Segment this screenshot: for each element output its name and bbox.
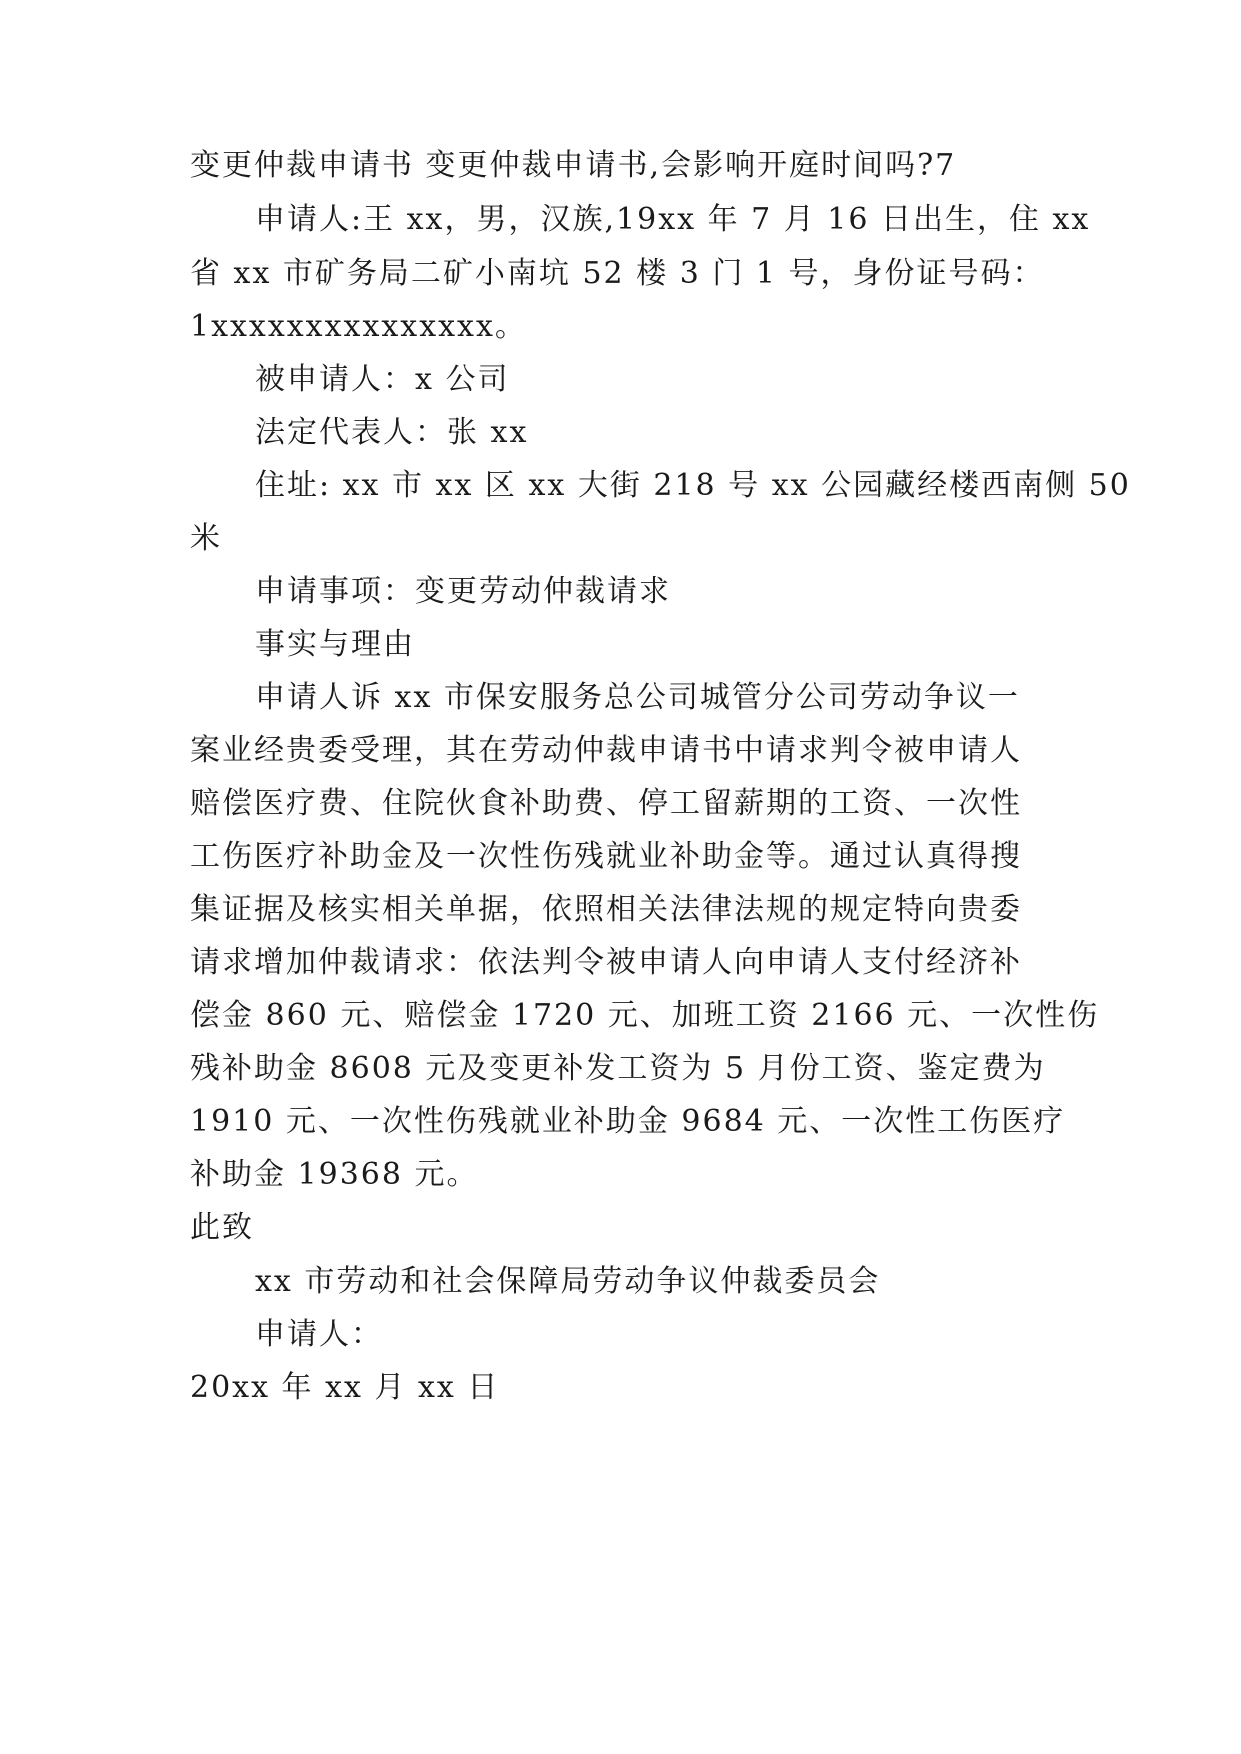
signature-line: 申请人： — [255, 1317, 383, 1352]
date-line: 20xx 年 xx 月 xx 日 — [190, 1370, 500, 1405]
applicant-line-1: 申请人:王 xx，男，汉族,19xx 年 7 月 16 日出生，住 xx — [255, 202, 1091, 237]
facts-line-4: 工伤医疗补助金及一次性伤残就业补助金等。通过认真得搜 — [190, 839, 1022, 874]
address-line-1: 住址: xx 市 xx 区 xx 大街 218 号 xx 公园藏经楼西南侧 50 — [255, 468, 1131, 503]
facts-line-7: 偿金 860 元、赔偿金 1720 元、加班工资 2166 元、一次性伤 — [190, 998, 1100, 1033]
facts-line-10: 补助金 19368 元。 — [190, 1157, 479, 1192]
facts-line-8: 残补助金 8608 元及变更补发工资为 5 月份工资、鉴定费为 — [190, 1051, 1046, 1086]
matter-line: 申请事项：变更劳动仲裁请求 — [255, 574, 671, 609]
legal-rep-line: 法定代表人：张 xx — [255, 415, 529, 450]
facts-heading: 事实与理由 — [255, 627, 415, 662]
applicant-line-3: 1xxxxxxxxxxxxxxx。 — [190, 309, 527, 344]
facts-line-3: 赔偿医疗费、住院伙食补助费、停工留薪期的工资、一次性 — [190, 786, 1022, 821]
facts-line-9: 1910 元、一次性伤残就业补助金 9684 元、一次性工伤医疗 — [190, 1104, 1066, 1139]
facts-line-5: 集证据及核实相关单据，依照相关法律法规的规定特向贵委 — [190, 892, 1022, 927]
document-title: 变更仲裁申请书 变更仲裁申请书,会影响开庭时间吗?7 — [190, 148, 957, 183]
facts-line-1: 申请人诉 xx 市保安服务总公司城管分公司劳动争议一 — [255, 680, 1020, 715]
facts-line-2: 案业经贵委受理，其在劳动仲裁申请书中请求判令被申请人 — [190, 733, 1022, 768]
facts-line-6: 请求增加仲裁请求：依法判令被申请人向申请人支付经济补 — [190, 945, 1022, 980]
closing-line: 此致 — [190, 1210, 254, 1245]
applicant-line-2: 省 xx 市矿务局二矿小南坑 52 楼 3 门 1 号，身份证号码： — [190, 256, 1045, 291]
respondent-line: 被申请人：x 公司 — [255, 362, 510, 397]
recipient-line: xx 市劳动和社会保障局劳动争议仲裁委员会 — [255, 1264, 881, 1299]
address-line-2: 米 — [190, 521, 222, 556]
